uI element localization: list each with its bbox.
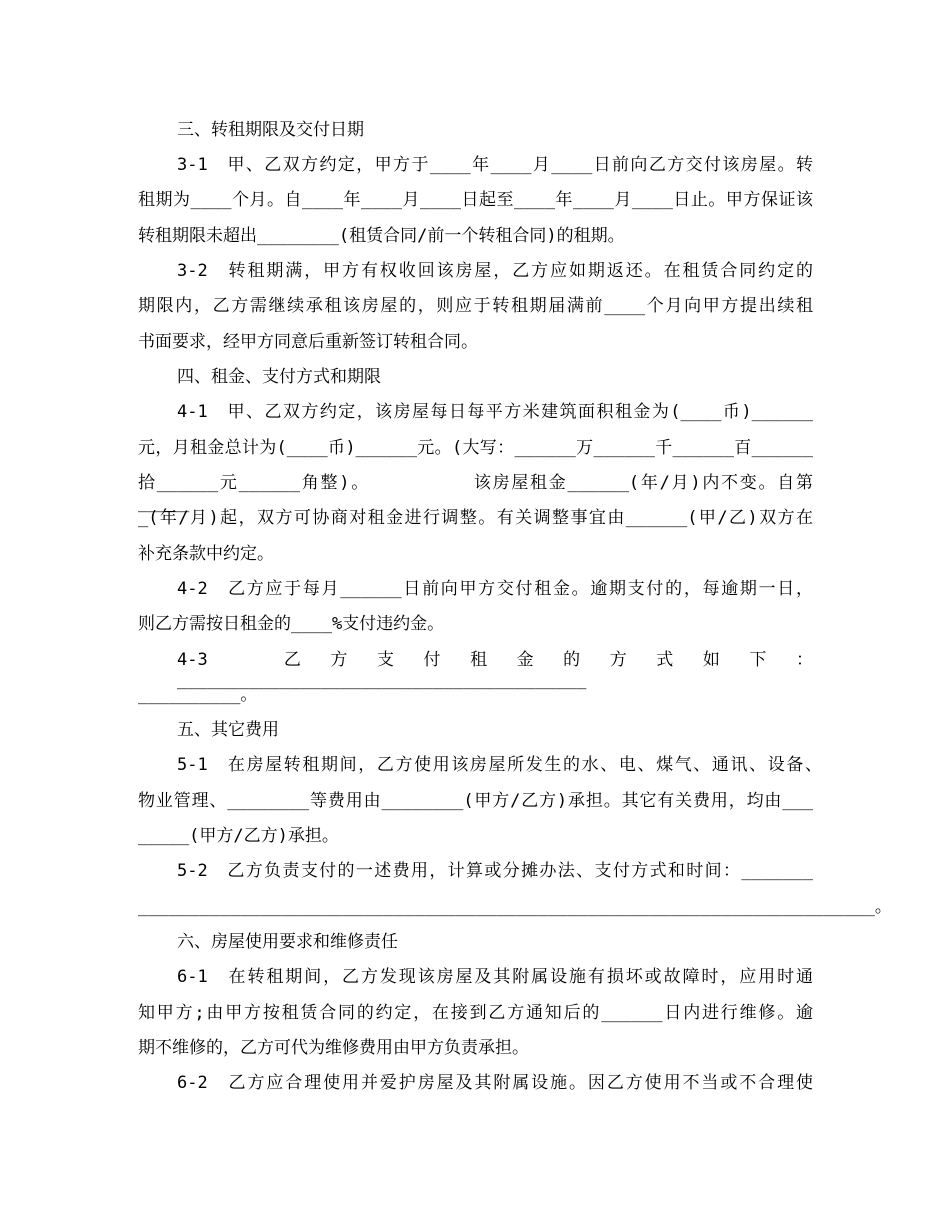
clause-4-1-line-1: 4-1 甲、乙双方约定，该房屋每日每平方米建筑面积租金为(____币)______ bbox=[177, 402, 813, 422]
clause-3-1-line-3: 转租期限未超出________(租赁合同/前一个转租合同)的租期。 bbox=[138, 226, 625, 246]
clause-3-1-line-2: 租期为____个月。自____年____月____日起至____年____月____日止。甲方保证该 bbox=[138, 190, 813, 210]
clause-6-1-line-3: 期不维修的，乙方可代为维修费用由甲方负责承担。 bbox=[138, 1038, 529, 1058]
clause-6-2-line-1: 6-2 乙方应合理使用并爱护房屋及其附属设施。因乙方使用不当或不合理使 bbox=[177, 1073, 813, 1093]
clause-5-1-line-1: 5-1 在房屋转租期间，乙方使用该房屋所发生的水、电、煤气、通讯、设备、 bbox=[177, 755, 822, 775]
clause-4-2-line-1: 4-2 乙方应于每月______日前向甲方交付租金。逾期支付的，每逾期一日， bbox=[177, 579, 813, 599]
clause-4-3-line-2: __________。 bbox=[138, 685, 258, 705]
section-heading: 三、转租期限及交付日期 bbox=[177, 120, 364, 140]
clause-3-2-line-2: 期限内，乙方需继续承租该房屋的，则应于转租期届满前____个月向甲方提出续租 bbox=[138, 296, 813, 316]
section-heading: 六、房屋使用要求和维修责任 bbox=[177, 932, 398, 952]
clause-3-2-line-3: 书面要求，经甲方同意后重新签订转租合同。 bbox=[138, 332, 478, 352]
clause-5-1-line-3: _____(甲方/乙方)承担。 bbox=[138, 826, 339, 846]
clause-4-2-line-2: 则乙方需按日租金的____%支付违约金。 bbox=[138, 614, 445, 634]
section-heading: 四、租金、支付方式和期限 bbox=[177, 367, 381, 387]
clause-4-1-line-4: _(年/月)起，双方可协商对租金进行调整。有关调整事宜由______(甲/乙)双方在 bbox=[138, 508, 813, 528]
clause-6-1-line-1: 6-1 在转租期间，乙方发现该房屋及其附属设施有损坏或故障时，应用时通 bbox=[177, 967, 813, 987]
clause-4-1-line-3: 拾______元______角整)。 该房屋租金______(年/月)内不变。自第_____ bbox=[138, 473, 813, 513]
clause-4-1-line-5: 补充条款中约定。 bbox=[138, 544, 274, 564]
clause-5-2-line-1: 5-2 乙方负责支付的一述费用，计算或分摊办法、支付方式和时间：_______ bbox=[177, 861, 813, 881]
clause-3-1-line-1: 3-1 甲、乙双方约定，甲方于____年____月____日前向乙方交付该房屋。转 bbox=[177, 155, 813, 175]
clause-6-1-line-2: 知甲方;由甲方按租赁合同的约定，在接到乙方通知后的______日内进行维修。逾 bbox=[138, 1003, 813, 1023]
clause-4-1-line-2: 元，月租金总计为(____币)______元。(大写：______万______千______百______ bbox=[138, 438, 813, 458]
clause-3-2-line-1: 3-2 转租期满，甲方有权收回该房屋，乙方应如期返还。在租赁合同约定的 bbox=[177, 261, 813, 281]
section-heading: 五、其它费用 bbox=[177, 720, 279, 740]
clause-5-2-line-2: ________________________________________________________________________。 bbox=[138, 897, 892, 917]
clause-5-1-line-2: 物业管理、________等费用由________(甲方/乙方)承担。其它有关费用，均由___ bbox=[138, 791, 813, 811]
clause-4-3-line-1: 4-3 乙方支付租金的方式如下：________________________________________ bbox=[177, 650, 813, 690]
